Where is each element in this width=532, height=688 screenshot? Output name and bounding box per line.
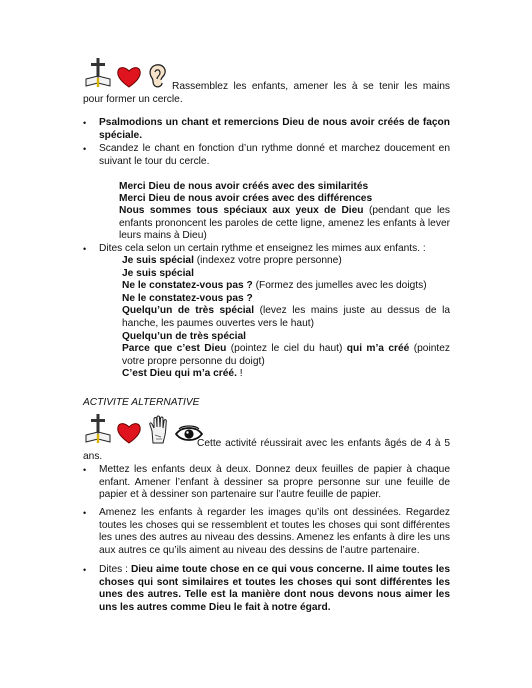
bullet-mimes-intro: Dites cela selon un certain rythme et enseignez les mimes aux enfants. :	[99, 243, 426, 254]
chant-line-2: Merci Dieu de nous avoir crées avec des différences	[119, 193, 373, 204]
bullet-rhythm: Scandez le chant en fonction d’un rythme donné et marchez doucement en suivant le tour du cercle.	[99, 143, 450, 167]
bullet-marker: •	[83, 144, 87, 154]
section-heading: ACTIVITE ALTERNATIVE	[83, 397, 200, 408]
mime-line: Ne le constatez-vous pas ? (Formez des jumelles avec les doigts)	[122, 280, 427, 292]
section2-intro: Cette activité réussirait avec les enfants âgés de 4 à 5 ans.	[83, 438, 450, 462]
bullet-marker: •	[83, 244, 87, 254]
bullet-chant: Psalmodions un chant et remercions Dieu de nous avoir créés de façon spéciale.	[99, 117, 450, 141]
bullet-god-loves: Dites : Dieu aime toute chose en ce qui vous concerne. Il aime toutes les choses qui sont similaires et toutes les choses qui sont différentes les unes des autres. Telle est la manière dont nous devons nous aimer les uns les autres comme Dieu le fait à notre égard.	[99, 564, 451, 613]
mime-line: Je suis spécial	[122, 267, 194, 279]
mime-line: Ne le constatez-vous pas ?	[122, 292, 253, 304]
chant-line-3-bold: Nous sommes tous spéciaux aux yeux de Dieu	[119, 205, 364, 216]
mime-line: Je suis spécial (indexez votre propre personne)	[122, 255, 342, 266]
bullet-compare: Amenez les enfants à regarder les images qu’ils ont dessinées. Regardez toutes les choses qui se ressemblent et toutes les choses qui sont différentes les unes des autres au niveau des dessins. Amenez les enfants à dire les uns aux autres ce qu’ils aiment au niveau des dessins de l’autre partenaire.	[99, 507, 450, 556]
chant-line-1: Merci Dieu de nous avoir créés avec des similarités	[119, 181, 369, 192]
section1-intro: Rassemblez les enfants, amener les à se tenir les mains pour former un cercle.	[83, 81, 450, 105]
mime-line: Parce que c’est Dieu (pointez le ciel du haut) qui m’a créé (pointez votre propre personne du doigt)	[122, 343, 450, 367]
mime-line: Quelqu’un de très spécial	[122, 330, 246, 342]
mimes-block	[122, 255, 450, 381]
bullet-pairs: Mettez les enfants deux à deux. Donnez deux feuilles de papier à chaque enfant. Amener l’enfant à dessiner sa propre personne sur une feuille de papier et à dessiner son partenaire sur l’autre feuille de papier.	[99, 464, 450, 501]
bullet-marker: •	[83, 465, 87, 475]
bullet-marker: •	[83, 565, 87, 575]
chant-line-3	[119, 205, 450, 243]
mime-line: C’est Dieu qui m’a créé. !	[122, 368, 243, 380]
mime-line: Quelqu’un de très spécial (levez les mains juste au dessus de la hanche, les paumes ouvertes vers le haut)	[122, 305, 451, 329]
bullet-marker: •	[83, 508, 87, 518]
chant-line-3-note: (pendant que les enfants prononcent les paroles de cette ligne, amenez les enfants à lever leurs mains à Dieu)	[119, 205, 450, 242]
bullet-marker: •	[83, 118, 87, 128]
